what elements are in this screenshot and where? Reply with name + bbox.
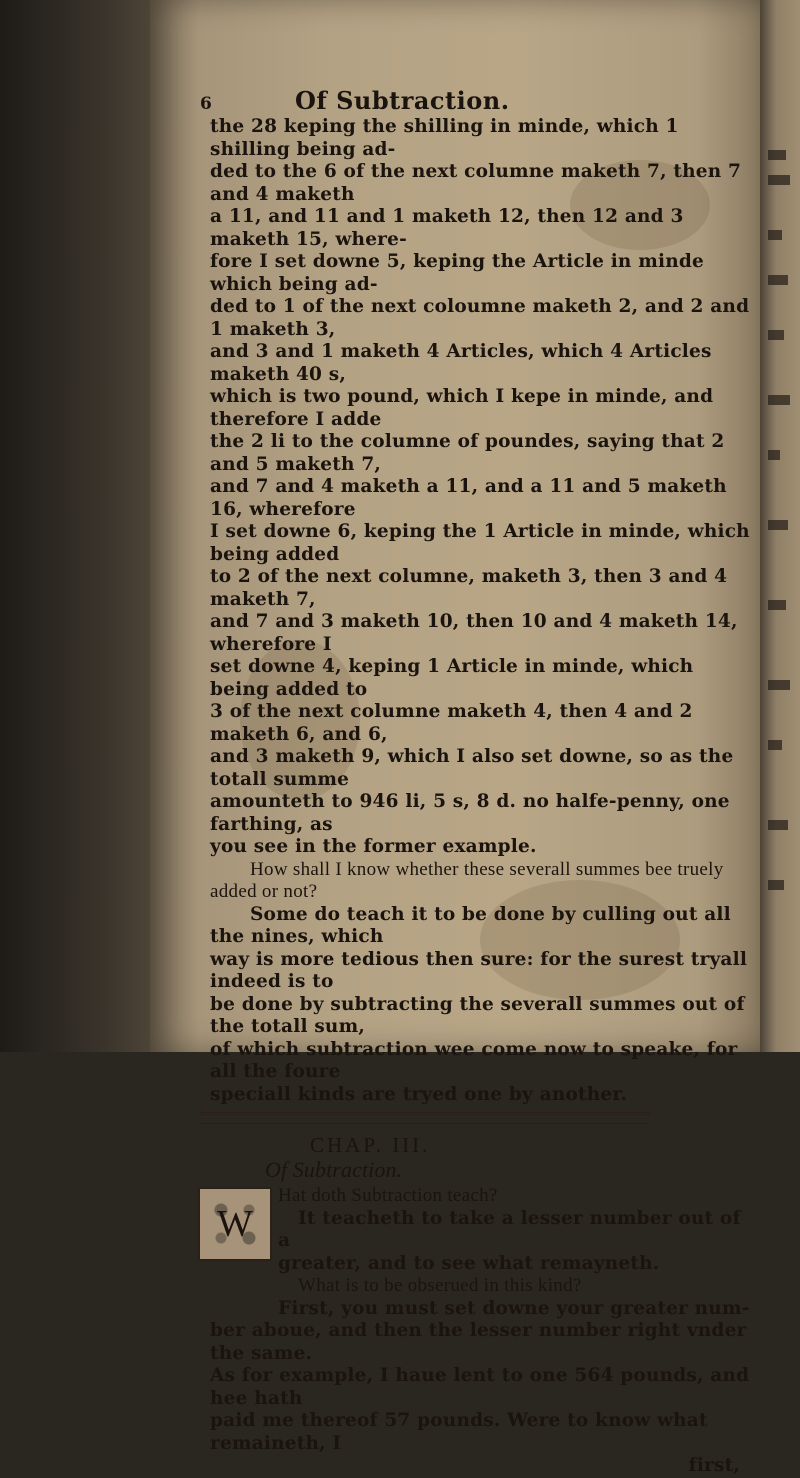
question-text: Hat doth Subtraction teach? [278,1185,498,1206]
text-line: First, you must set downe your greater num- [278,1297,750,1319]
text-line: and 7 and 3 maketh 10, then 10 and 4 maketh 14, wherefore I [210,611,738,655]
answer-paragraph [210,1298,750,1478]
text-line: 3 of the next columne maketh 4, then 4 and 2 maketh 6, and 6, [210,701,693,745]
question-text: How shall I know whether these severall summes bee truely added or not? [210,858,724,902]
text-line: fore I set downe 5, keping the Article in minde which being ad- [210,251,704,295]
adjacent-text-fragment [768,600,786,610]
text-line: the 28 keping the shilling in minde, which 1 shilling being ad- [210,116,679,160]
decorated-initial: W [198,1187,272,1261]
answer-paragraph [210,904,750,1107]
adjacent-text-fragment [768,820,788,830]
text-line: and 3 maketh 9, which I also set downe, so as the totall summe [210,746,734,790]
catchword: first, [688,1455,740,1476]
adjacent-text-fragment [768,175,790,185]
page-number: 6 [200,94,212,114]
text-line: speciall kinds are tryed one by another. [210,1083,628,1105]
adjacent-text-fragment [768,230,782,240]
text-line: of which subtraction wee come now to speake, for all the foure [210,1038,738,1082]
text-line: a 11, and 11 and 1 maketh 12, then 12 and 3 maketh 15, where- [210,206,684,250]
adjacent-text-fragment [768,395,790,405]
text-line: I set downe 6, keping the 1 Article in minde, which being added [210,521,750,565]
text-line: ber aboue, and then the lesser number right vnder the same. [210,1320,747,1364]
text-line: greater, and to see what remayneth. [278,1252,660,1274]
opening-lines [278,1185,750,1298]
section-divider [200,1112,650,1124]
text-line: It teacheth to take a lesser number out of a [278,1207,741,1251]
text-line: As for example, I haue lent to one 564 pounds, and hee hath [210,1365,750,1409]
text-line: set downe 4, keping 1 Article in minde, which being added to [210,656,694,700]
text-line: the 2 li to the columne of poundes, saying that 2 and 5 maketh 7, [210,431,725,475]
text-line: and 3 and 1 maketh 4 Articles, which 4 Articles maketh 40 s, [210,341,712,385]
text-line: to 2 of the next columne, maketh 3, then 3 and 4 maketh 7, [210,566,728,610]
chapter-title: Of Subtraction. [265,1156,403,1182]
text-line: ded to the 6 of the next columne maketh 7, then 7 and 4 maketh [210,161,742,205]
text-line: which is two pound, which I kepe in minde, and therefore I adde [210,386,714,430]
adjacent-page-edge [760,0,800,1052]
opening-question [210,1185,750,1298]
text-line: you see in the former example. [210,836,537,857]
text-line: Some do teach it to be done by culling out all the nines, which [210,903,731,947]
adjacent-text-fragment [768,680,790,690]
running-head: Of Subtraction. [295,86,510,115]
adjacent-text-fragment [768,520,788,530]
page-text [200,86,750,1478]
adjacent-text-fragment [768,880,784,890]
adjacent-text-fragment [768,150,786,160]
adjacent-text-fragment [768,450,780,460]
text-line: way is more tedious then sure: for the surest tryall indeed is to [210,948,748,992]
adjacent-text-fragment [768,275,788,285]
adjacent-text-fragment [768,740,782,750]
chapter-heading: CHAP. III. [310,1133,431,1157]
text-line: and 7 and 4 maketh a 11, and a 11 and 5 maketh 16, wherefore [210,476,727,520]
text-line: amounteth to 946 li, 5 s, 8 d. no halfe-penny, one farthing, as [210,791,730,835]
page-header [200,86,750,116]
question-text: What is to be obserued in this kind? [298,1275,582,1296]
text-line: be done by subtracting the severall summes out of the totall sum, [210,993,745,1037]
text-line: paid me thereof 57 pounds. Were to know what remaineth, I [210,1410,708,1454]
adjacent-text-fragment [768,330,784,340]
text-line: ded to 1 of the next coloumne maketh 2, and 2 and 1 maketh 3, [210,296,750,340]
paragraph-continuation [210,116,750,859]
